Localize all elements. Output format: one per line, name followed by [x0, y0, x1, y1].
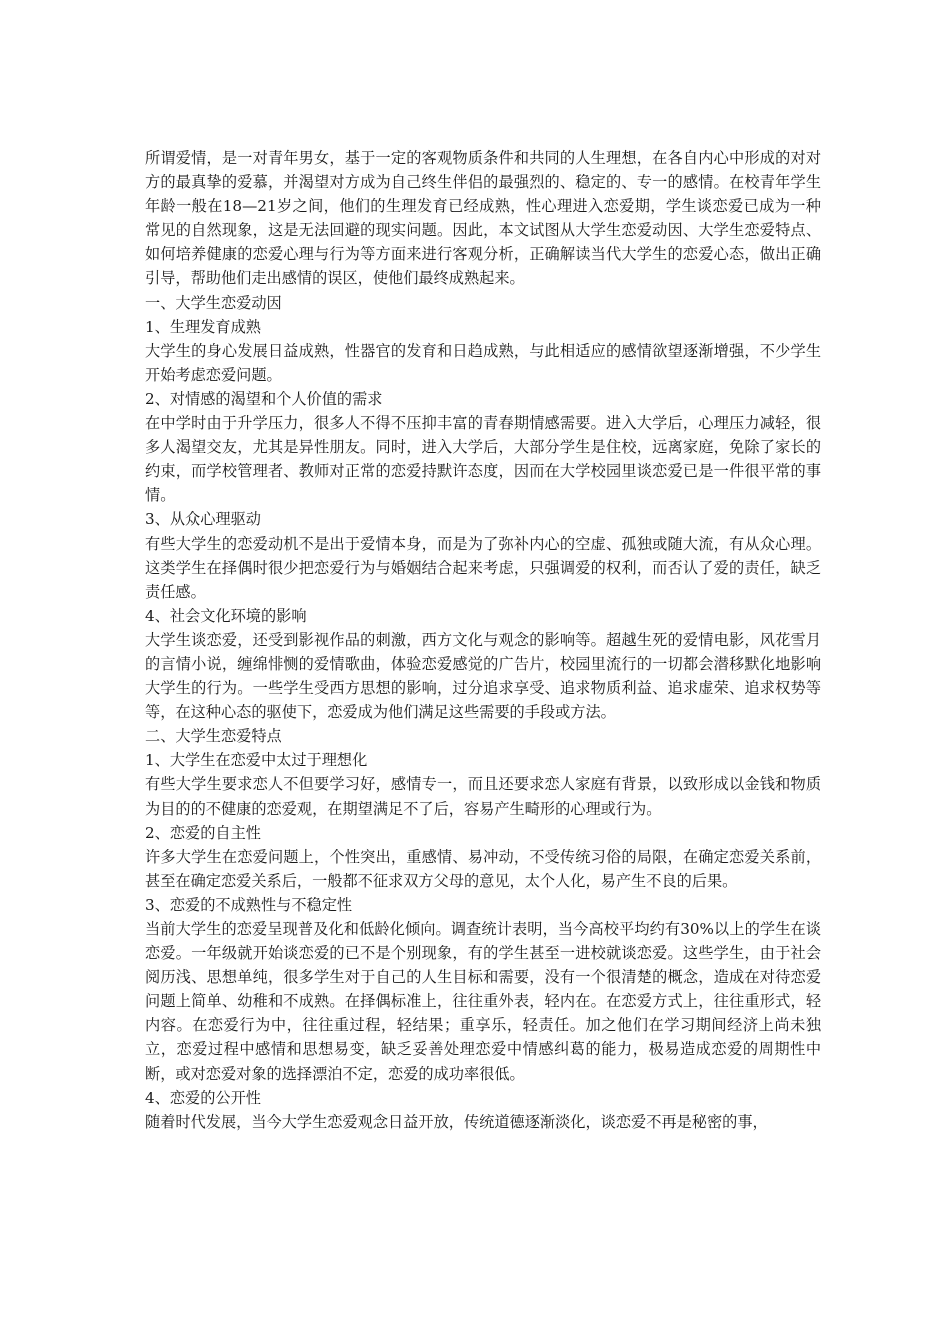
section-heading-characteristics: 二、大学生恋爱特点 [145, 727, 282, 746]
paragraph-autonomy: 许多大学生在恋爱问题上，个性突出，重感情、易冲动，不受传统习俗的局限，在确定恋爱关系前，甚至在确定恋爱关系后，一般都不征求双方父母的意见，太个人化，易产生不良的后果。 [145, 847, 821, 890]
paragraph-idealization: 有些大学生要求恋人不但要学习好，感情专一，而且还要求恋人家庭有背景，以致形成以金钱和物质为目的的不健康的恋爱观，在期望满足不了后，容易产生畸形的心理或行为。 [145, 775, 821, 818]
paragraph-emotional-needs: 在中学时由于升学压力，很多人不得不压抑丰富的青春期情感需要。进入大学后，心理压力减轻，很多人渴望交友，尤其是异性朋友。同时，进入大学后，大部分学生是住校，远离家庭，免除了家长的约束，而学校管理者、教师对正常的恋爱持默许态度，因而在大学校园里谈恋爱已是一件很平常的事情。 [145, 414, 821, 505]
paragraph-conformity: 有些大学生的恋爱动机不是出于爱情本身，而是为了弥补内心的空虚、孤独或随大流，有从众心理。这类学生在择偶时很少把恋爱行为与婚姻结合起来考虑，只强调爱的权利，而否认了爱的责任，缺乏责任感。 [145, 534, 821, 601]
subheading-physiological-maturity: 1、生理发育成熟 [145, 317, 261, 336]
subheading-immaturity: 3、恋爱的不成熟性与不稳定性 [145, 895, 353, 914]
subheading-emotional-needs: 2、对情感的渴望和个人价值的需求 [145, 389, 383, 408]
paragraph-immaturity: 当前大学生的恋爱呈现普及化和低龄化倾向。调查统计表明，当今高校平均约有30%以上的学生在谈恋爱。一年级就开始谈恋爱的已不是个别现象，有的学生甚至一进校就谈恋爱。这些学生，由于社会阅历浅、思想单纯，很多学生对于自己的人生目标和需要，没有一个很清楚的概念，造成在对待恋爱问题上简单、幼稚和不成熟。在择偶标准上，往往重外表，轻内在。在恋爱方式上，往往重形式，轻内容。在恋爱行为中，往往重过程，轻结果；重享乐，轻责任。加之他们在学习期间经济上尚未独立，恋爱过程中感情和思想易变，缺乏妥善处理恋爱中情感纠葛的能力，极易造成恋爱的周期性中断，或对恋爱对象的选择漂泊不定，恋爱的成功率很低。 [145, 920, 821, 1083]
paragraph-openness: 随着时代发展，当今大学生恋爱观念日益开放，传统道德逐渐淡化，谈恋爱不再是秘密的事， [145, 1112, 768, 1131]
subheading-conformity: 3、从众心理驱动 [145, 510, 261, 529]
section-heading-motives: 一、大学生恋爱动因 [145, 293, 282, 312]
document-body [145, 146, 821, 1134]
paragraph-social-culture: 大学生谈恋爱，还受到影视作品的刺激，西方文化与观念的影响等。超越生死的爱情电影，风花雪月的言情小说，缠绵悱恻的爱情歌曲，体验恋爱感觉的广告片，校园里流行的一切都会潜移默化地影响大学生的行为。一些学生受西方思想的影响，过分追求享受、追求物质利益、追求虚荣、追求权势等等，在这种心态的驱使下，恋爱成为他们满足这些需要的手段或方法。 [145, 630, 821, 722]
subheading-idealization: 1、大学生在恋爱中太过于理想化 [145, 751, 368, 770]
subheading-social-culture: 4、社会文化环境的影响 [145, 606, 307, 625]
subheading-autonomy: 2、恋爱的自主性 [145, 823, 261, 842]
paragraph-physiological-maturity: 大学生的身心发展日益成熟，性器官的发育和日趋成熟，与此相适应的感情欲望逐渐增强，不少学生开始考虑恋爱问题。 [145, 341, 821, 384]
subheading-openness: 4、恋爱的公开性 [145, 1088, 261, 1107]
intro-paragraph: 所谓爱情，是一对青年男女，基于一定的客观物质条件和共同的人生理想，在各自内心中形成的对对方的最真挚的爱慕，并渴望对方成为自己终生伴侣的最强烈的、稳定的、专一的感情。在校青年学生年龄一般在18—21岁之间，他们的生理发育已经成熟，性心理进入恋爱期，学生谈恋爱已成为一种常见的自然现象，这是无法回避的现实问题。因此，本文试图从大学生恋爱动因、大学生恋爱特点、如何培养健康的恋爱心理与行为等方面来进行客观分析，正确解读当代大学生的恋爱心态，做出正确引导，帮助他们走出感情的误区，使他们最终成熟起来。 [145, 149, 821, 288]
